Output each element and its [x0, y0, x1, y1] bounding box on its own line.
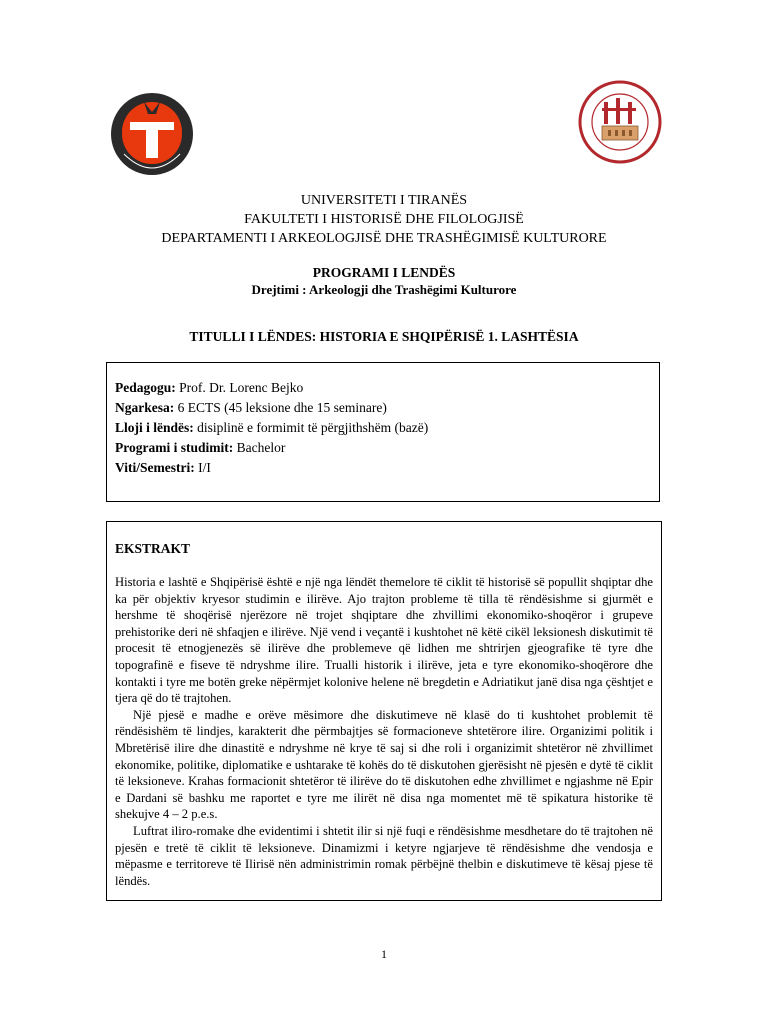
abstract-box [106, 521, 662, 901]
course-title: TITULLI I LËNDES: HISTORIA E SHQIPËRISË 1. LASHTËSIA [189, 329, 579, 344]
faculty-logo-right [578, 80, 662, 164]
faculty-seal-icon [578, 80, 662, 164]
abstract-paragraph: Luftrat iliro-romake dhe evidentimi i shtetit ilir si një fuqi e rëndësishme mesdhetare do të trajtohen në pjesën e tretë të ciklit të leksioneve. Dinamizmi i ketyre ngjarjeve të rëndësishme dhe vendosja e mëpasme e territoreve të Ilirisë nën administrimin romak përbëjnë thelbin e diskutimeve të kësaj pjese të lëndës. [115, 823, 653, 888]
info-value: I/I [194, 460, 211, 475]
university-logo-left [110, 92, 194, 176]
course-info-box [106, 362, 660, 502]
info-row-year-semester [115, 458, 651, 478]
info-value: Bachelor [233, 440, 286, 455]
info-label: Viti/Semestri: [115, 460, 195, 475]
info-row-workload [115, 398, 651, 418]
info-label: Ngarkesa: [115, 400, 175, 415]
info-value: 6 ECTS (45 leksione dhe 15 seminare) [174, 400, 387, 415]
info-label: Pedagogu: [115, 380, 176, 395]
program-heading: PROGRAMI I LENDËS [312, 265, 456, 280]
university-logo-icon [110, 92, 194, 176]
info-row-program [115, 438, 651, 458]
info-label: Lloji i lëndës: [115, 420, 194, 435]
info-row-lecturer [115, 378, 651, 398]
abstract-paragraph: Historia e lashtë e Shqipërisë është e një nga lëndët themelore të ciklit të historisë së popullit shqiptar dhe ka për objektiv kryesor studimin e ilirëve. Ajo trajton probleme të tilla të rëndësishme si gjurmët e hershme të shoqërisë njerëzore në trojet shqiptare dhe zhvillimi ekonomiko-shoqëror i grupeve prehistorike deri në shfaqjen e ilirëve. Një vend i veçantë i kushtohet në këtë cikël leksionesh diskutimit të procesit të etnogjenezës së ilirëve dhe problemeve që lidhen me shtrirjen gjeografike të tyre dhe topografinë e fiseve të ndryshme ilire. Trualli historik i ilirëve, jeta e tyre ekonomiko-shoqërore dhe kontakti i tyre me botën greke nëpërmjet kolonive helene në bregdetin e Adriatikut janë disa nga çështjet e tjera që do të trajtohen. [115, 575, 653, 706]
info-row-type [115, 418, 651, 438]
info-value: disiplinë e formimit të përgjithshëm (bazë) [193, 420, 429, 435]
direction-line: Drejtimi : Arkeologji dhe Trashëgimi Kulturore [251, 282, 517, 297]
abstract-paragraph: Një pjesë e madhe e orëve mësimore dhe diskutimeve në klasë do ti kushtohet problemit të rëndësishëm të lindjes, karakterit dhe përmbajtjes së formacioneve shtetërore ilire. Organizimi politik i Mbretërisë ilire dhe dinastitë e ndryshme në krye të saj si dhe roli i organizimit shtetëror në zhvillimet ekonomike, politike, diplomatike e ushtarake të kohës do të diskutohen gjerësisht në pjesën e dytë të ciklit të leksioneve. Krahas formacionit shtetëror të ilirëve do të diskutohen edhe zhvillimet e ngjashme në Epir e Dardani së bashku me raportet e tyre me ilirët në disa nga momentet më të spikatura historike të shekujve 4 – 2 p.e.s. [115, 707, 653, 822]
university-name: UNIVERSITETI I TIRANËS [300, 193, 468, 208]
faculty-name: FAKULTETI I HISTORISË DHE FILOLOGJISË [244, 212, 524, 227]
abstract-title: EKSTRAKT [115, 541, 191, 556]
department-name: DEPARTAMENTI I ARKEOLOGJISË DHE TRASHËGIMISË KULTURORE [161, 231, 607, 246]
info-label: Programi i studimit: [115, 440, 234, 455]
page-number: 1 [381, 947, 387, 961]
info-value: Prof. Dr. Lorenc Bejko [175, 380, 304, 395]
